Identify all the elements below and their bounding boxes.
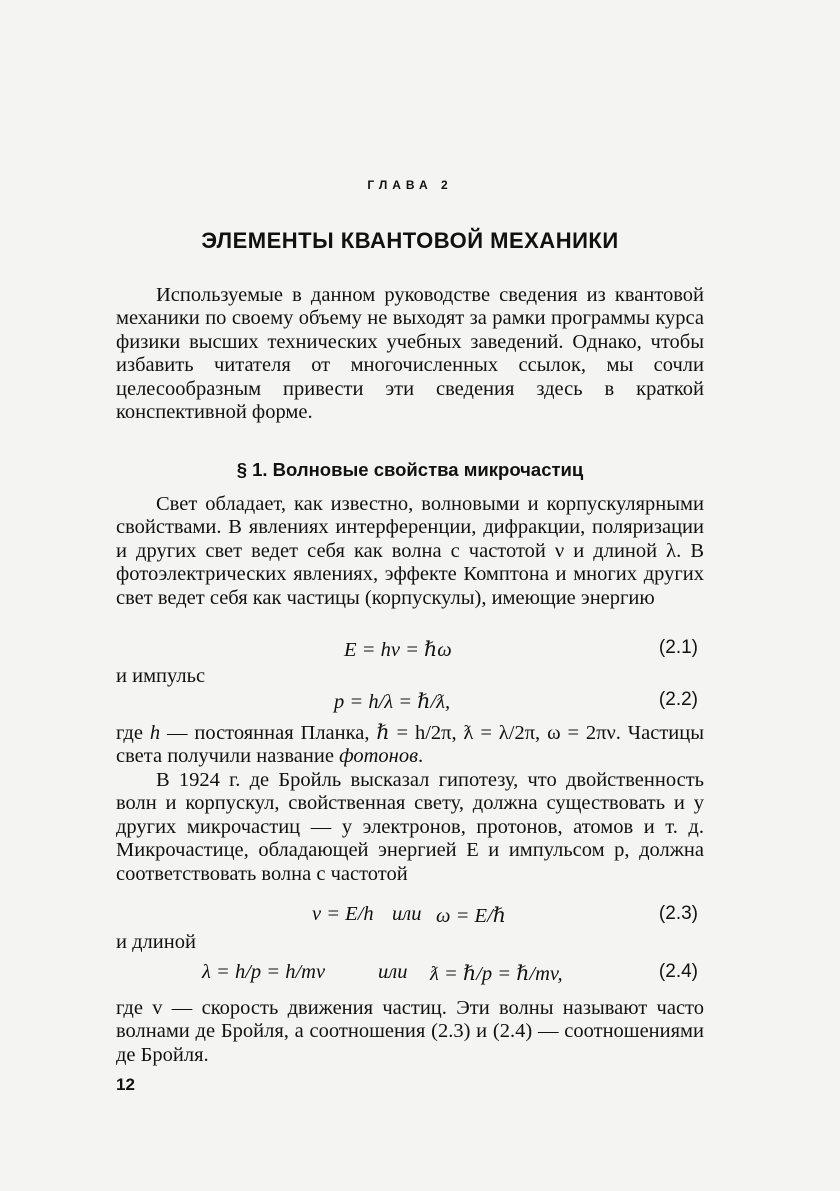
intro-paragraph: Используемые в данном руководстве сведения из квантовой механики по своему объему не выходят за рамки программы курса физики высших технических учебных заведений. Однако, чтобы избавить читателя от многочисленных ссылок, мы сочли целесообразным привести эти сведения здесь в краткой конспективной форме.: [116, 284, 704, 424]
chapter-label: ГЛАВА 2: [367, 178, 453, 192]
text-and-impulse: и импульс: [116, 665, 206, 687]
equation-number: (2.1): [658, 637, 698, 658]
equation-formula: p = h/λ = ℏ/ƛ,: [334, 691, 451, 713]
text-fragment: — постоянная Планка, ℏ = h/2π, ƛ = λ/2π, ω = 2πν. Частицы света получили название: [116, 722, 704, 768]
equation-or: или: [392, 903, 422, 925]
text-and-length: и длиной: [116, 931, 196, 953]
equation-number: (2.4): [658, 961, 698, 982]
equation-formula-left: ν = E/h: [312, 903, 374, 925]
text-fragment: где: [116, 722, 150, 744]
book-page: [116, 0, 704, 1191]
section-title: § 1. Волновые свойства микрочастиц: [236, 459, 584, 480]
text-fragment: .: [418, 745, 424, 768]
equation-formula-right: ω = E/ℏ: [436, 905, 506, 927]
equation-formula-left: λ = h/p = h/mv: [202, 961, 326, 983]
page-number: 12: [116, 1075, 135, 1094]
paragraph-de-broglie-waves: где v — скорость движения частиц. Эти волны называют часто волнами де Бройля, а соотношения (2.3) и (2.4) — соотношениями де Бройля.: [116, 997, 704, 1066]
equation-2-2: [116, 689, 704, 715]
symbol-h: h: [149, 722, 161, 744]
equation-2-3: [116, 903, 704, 929]
equation-2-1: [116, 637, 704, 663]
equation-formula-right: ƛ = ℏ/p = ℏ/mv,: [430, 963, 563, 985]
equation-formula: E = hν = ℏω: [344, 639, 452, 661]
equation-number: (2.2): [658, 689, 698, 710]
paragraph-planck-constant: [116, 722, 704, 769]
paragraph-de-broglie-hypothesis: В 1924 г. де Бройль высказал гипотезу, что двойственность волн и корпускул, свойственная свету, должна существовать и у других микрочастиц — у электронов, протонов, атомов и т. д. Микрочастице, обладающей энергией E и импульсом p, должна соответствовать волна с частотой: [116, 769, 704, 885]
paragraph-light-properties: Свет обладает, как известно, волновыми и корпускулярными свойствами. В явлениях интерференции, дифракции, поляризации и других свет ведет себя как волна с частотой ν и длиной λ. В фотоэлектрических явлениях, эффекте Комптона и многих других свет ведет себя как частицы (корпускулы), имеющие энергию: [116, 493, 704, 609]
equation-or: или: [378, 961, 408, 983]
equation-number: (2.3): [658, 903, 698, 924]
equation-2-4: [116, 961, 704, 987]
chapter-title: ЭЛЕМЕНТЫ КВАНТОВОЙ МЕХАНИКИ: [201, 228, 619, 253]
term-photons: фотонов: [339, 745, 418, 768]
